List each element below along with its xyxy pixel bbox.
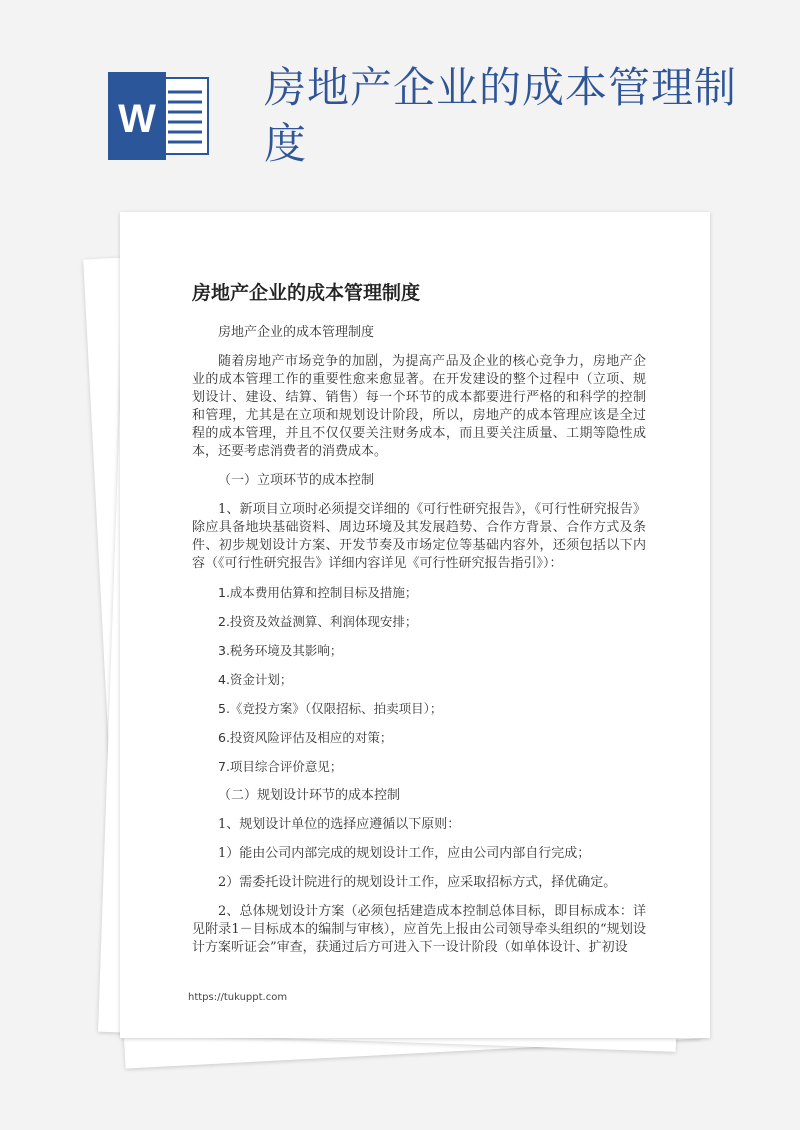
list-item: 2.投资及效益测算、利润体现安排； [218,614,418,629]
list-item: 7.项目综合评价意见； [218,759,343,774]
document-title: 房地产企业的成本管理制度 [192,282,421,304]
list-item: 6.投资风险评估及相应的对策； [218,730,393,745]
paragraph-principles: 1、规划设计单位的选择应遵循以下原则： [218,817,461,832]
paragraph-subtitle: 房地产企业的成本管理制度 [218,325,375,340]
document-page [120,212,710,1038]
document-body [192,324,646,968]
list-item: 5.《竞投方案》（仅限招标、拍卖项目）； [218,701,443,716]
word-icon-letter: W [118,97,156,141]
list-item: 1.成本费用估算和控制目标及措施； [218,585,418,600]
list-item: 2）需委托设计院进行的规划设计工作，应采取招标方式，择优确定。 [218,875,617,890]
section-heading-1: （一）立项环节的成本控制 [218,473,375,488]
list-item: 3.税务环境及其影响； [218,643,343,658]
list-item: 1）能由公司内部完成的规划设计工作，应由公司内部自行完成； [218,846,591,861]
list-item: 4.资金计划； [218,672,293,687]
section-heading-2: （二）规划设计环节的成本控制 [218,788,401,803]
header [0,0,800,200]
page-title: 房地产企业的成本管理制度 [264,63,738,168]
footer-url: https://tukuppt.com [188,992,288,1003]
paragraph-overall-plan: 2、总体规划设计方案（必须包括建造成本控制总体目标，即目标成本：详见附录1－目标成本的编制与审核），应首先上报由公司领导牵头组织的“规划设计方案听证会”审查，获通过后方可进入下一设计阶段（如单体设计、扩初设 [192,904,646,955]
word-document-icon [108,72,212,160]
paragraph-intro: 随着房地产市场竞争的加剧，为提高产品及企业的核心竞争力，房地产企业的成本管理工作的重要性愈来愈显著。在开发建设的整个过程中（立项、规划设计、建设、结算、销售）每一个环节的成本都要进行严格的和科学的控制和管理，尤其是在立项和规划设计阶段，所以，房地产的成本管理应该是全过程的成本管理，并且不仅仅要关注财务成本，而且要关注质量、工期等隐性成本，还要考虑消费者的消费成本。 [192,354,646,459]
paragraph-feasibility: 1、新项目立项时必须提交详细的《可行性研究报告》，《可行性研究报告》除应具备地块基础资料、周边环境及其发展趋势、合作方背景、合作方式及条件、初步规划设计方案、开发节奏及市场定位等基础内容外，还须包括以下内容（《可行性研究报告》详细内容详见《可行性研究报告指引》）： [192,502,646,571]
